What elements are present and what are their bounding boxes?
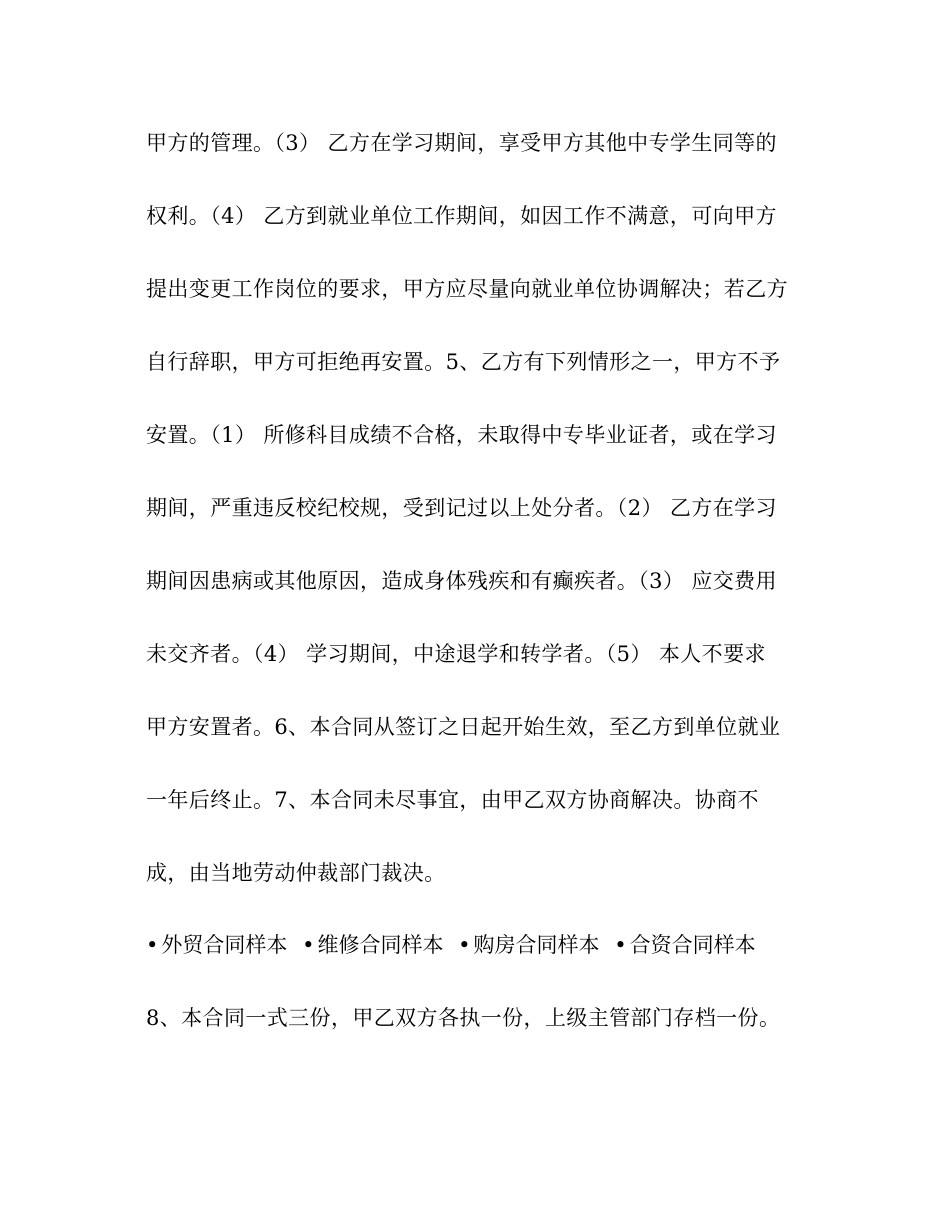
bullet-icon: • (302, 933, 315, 957)
paragraph-line-final: 8、本合同一式三份，甲乙双方各执一份，上级主管部门存档一份。 (146, 1006, 781, 1030)
link-label: 购房合同样本 (473, 933, 600, 957)
bullet-icon: • (614, 933, 627, 957)
bullet-icon: • (458, 933, 471, 957)
paragraph-line: 甲方安置者。6、本合同从签订之日起开始生效，至乙方到单位就业 (146, 715, 781, 739)
paragraph-line: 一年后终止。7、本合同未尽事宜，由甲乙双方协商解决。协商不 (146, 788, 759, 812)
related-link-repair-contract[interactable] (302, 930, 443, 960)
paragraph-line: 期间因患病或其他原因，造成身体残疾和有癫疾者。（3） 应交费用 (146, 569, 777, 593)
paragraph-line: 期间，严重违反校纪校规，受到记过以上处分者。（2） 乙方在学习 (146, 496, 777, 520)
related-links (146, 930, 764, 960)
paragraph-line: 提出变更工作岗位的要求，甲方应尽量向就业单位协调解决；若乙方 (146, 277, 788, 301)
paragraph-line: 自行辞职，甲方可拒绝再安置。5、乙方有下列情形之一，甲方不予 (146, 350, 781, 374)
link-label: 外贸合同样本 (161, 933, 288, 957)
paragraph-line: 甲方的管理。（3） 乙方在学习期间，享受甲方其他中专学生同等的 (146, 131, 777, 155)
related-link-foreign-trade-contract[interactable] (146, 930, 287, 960)
paragraph-line: 成，由当地劳动仲裁部门裁决。 (146, 861, 446, 885)
paragraph-line: 安置。（1） 所修科目成绩不合格，未取得中专毕业证者，或在学习 (146, 423, 777, 447)
related-link-house-purchase-contract[interactable] (458, 930, 599, 960)
related-link-joint-venture-contract[interactable] (614, 930, 755, 960)
link-label: 合资合同样本 (629, 933, 756, 957)
link-label: 维修合同样本 (317, 933, 444, 957)
paragraph-line: 未交齐者。（4） 学习期间，中途退学和转学者。（5） 本人不要求 (146, 642, 766, 666)
bullet-icon: • (146, 933, 159, 957)
paragraph-line: 权利。（4） 乙方到就业单位工作期间，如因工作不满意，可向甲方 (146, 204, 777, 228)
